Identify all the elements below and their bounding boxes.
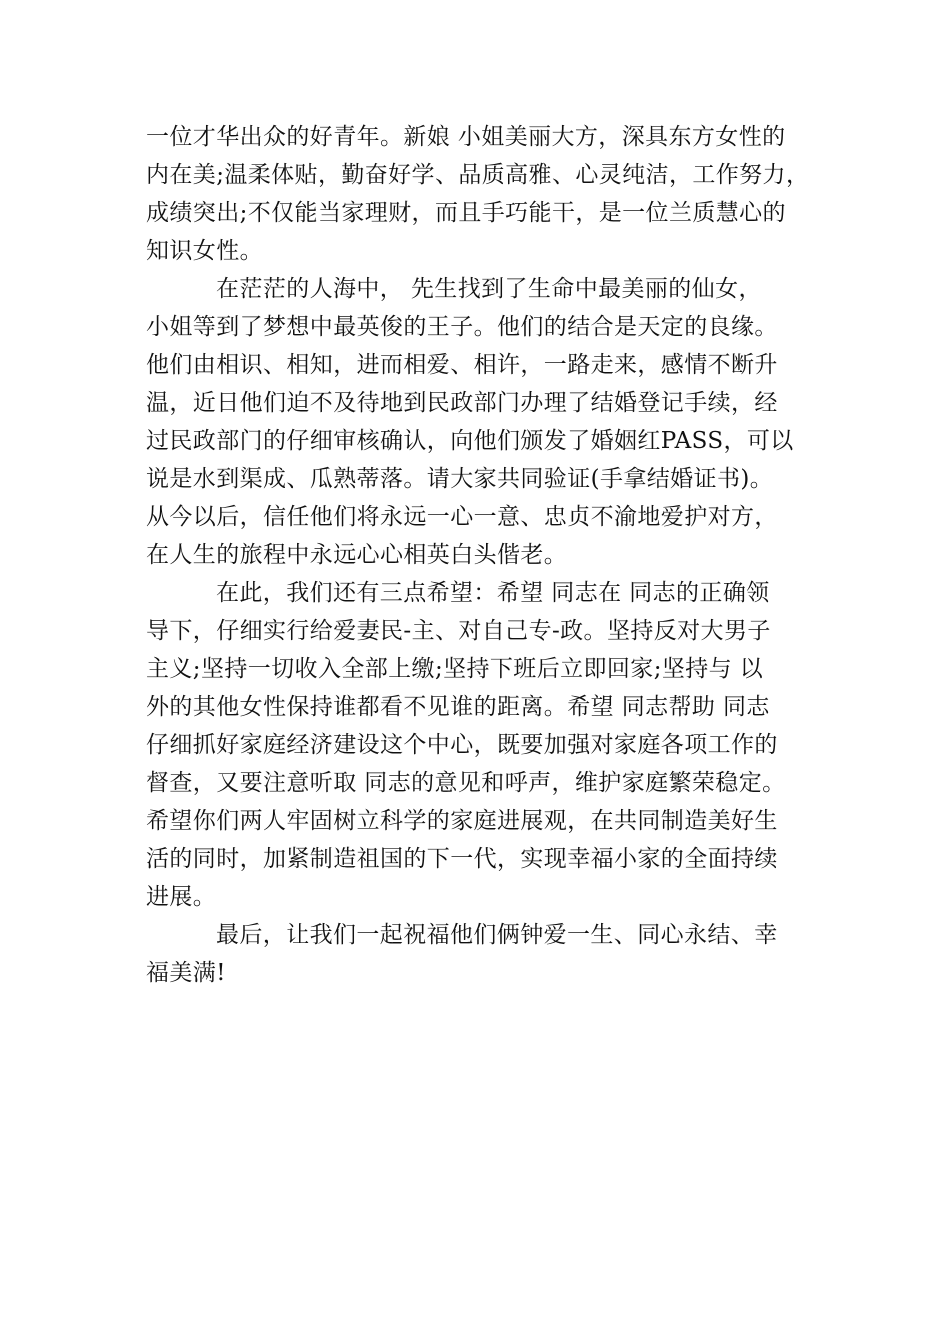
text-line: 知识女性。 [146, 238, 263, 264]
document-body [146, 118, 826, 992]
text-line: 进展。 [146, 884, 217, 910]
text-line: 一位才华出众的好青年。新娘 小姐美丽大方，深具东方女性的 [146, 124, 786, 150]
text-line: 在人生的旅程中永远心心相英白头偕老。 [146, 542, 568, 568]
text-line: 过民政部门的仔细审核确认，向他们颁发了婚姻红PASS，可以 [146, 428, 794, 454]
text-line: 督查，又要注意听取 同志的意见和呼声，维护家庭繁荣稳定。 [146, 770, 786, 796]
text-line: 说是水到渠成、瓜熟蒂落。请大家共同验证(手拿结婚证书)。 [146, 466, 774, 492]
text-line: 小姐等到了梦想中最英俊的王子。他们的结合是天定的良缘。 [146, 314, 778, 340]
text-line: 成绩突出;不仅能当家理财，而且手巧能干，是一位兰质慧心的 [146, 200, 786, 226]
text-line: 导下，仔细实行给爱妻民-主、对自己专-政。坚持反对大男子 [146, 618, 771, 644]
text-line: 希望你们两人牢固树立科学的家庭进展观，在共同制造美好生 [146, 808, 778, 834]
text-line: 主义;坚持一切收入全部上缴;坚持下班后立即回家;坚持与 以 [146, 656, 764, 682]
text-line: 仔细抓好家庭经济建设这个中心，既要加强对家庭各项工作的 [146, 732, 778, 758]
text-line: 温，近日他们迫不及待地到民政部门办理了结婚登记手续，经 [146, 390, 778, 416]
text-line: 福美满! [146, 960, 226, 986]
text-line: 他们由相识、相知，进而相爱、相许，一路走来，感情不断升 [146, 352, 778, 378]
paragraph-first-line: 最后，让我们一起祝福他们俩钟爱一生、同心永结、幸 [216, 922, 778, 948]
paragraph-first-line: 在茫茫的人海中， 先生找到了生命中最美丽的仙女， [216, 276, 762, 302]
text-line: 内在美;温柔体贴，勤奋好学、品质高雅、心灵纯洁，工作努力， [146, 162, 810, 188]
text-line: 活的同时，加紧制造祖国的下一代，实现幸福小家的全面持续 [146, 846, 778, 872]
paragraph-first-line: 在此，我们还有三点希望：希望 同志在 同志的正确领 [216, 580, 770, 606]
text-line: 外的其他女性保持谁都看不见谁的距离。希望 同志帮助 同志 [146, 694, 770, 720]
text-line: 从今以后，信任他们将永远一心一意、忠贞不渝地爱护对方， [146, 504, 778, 530]
